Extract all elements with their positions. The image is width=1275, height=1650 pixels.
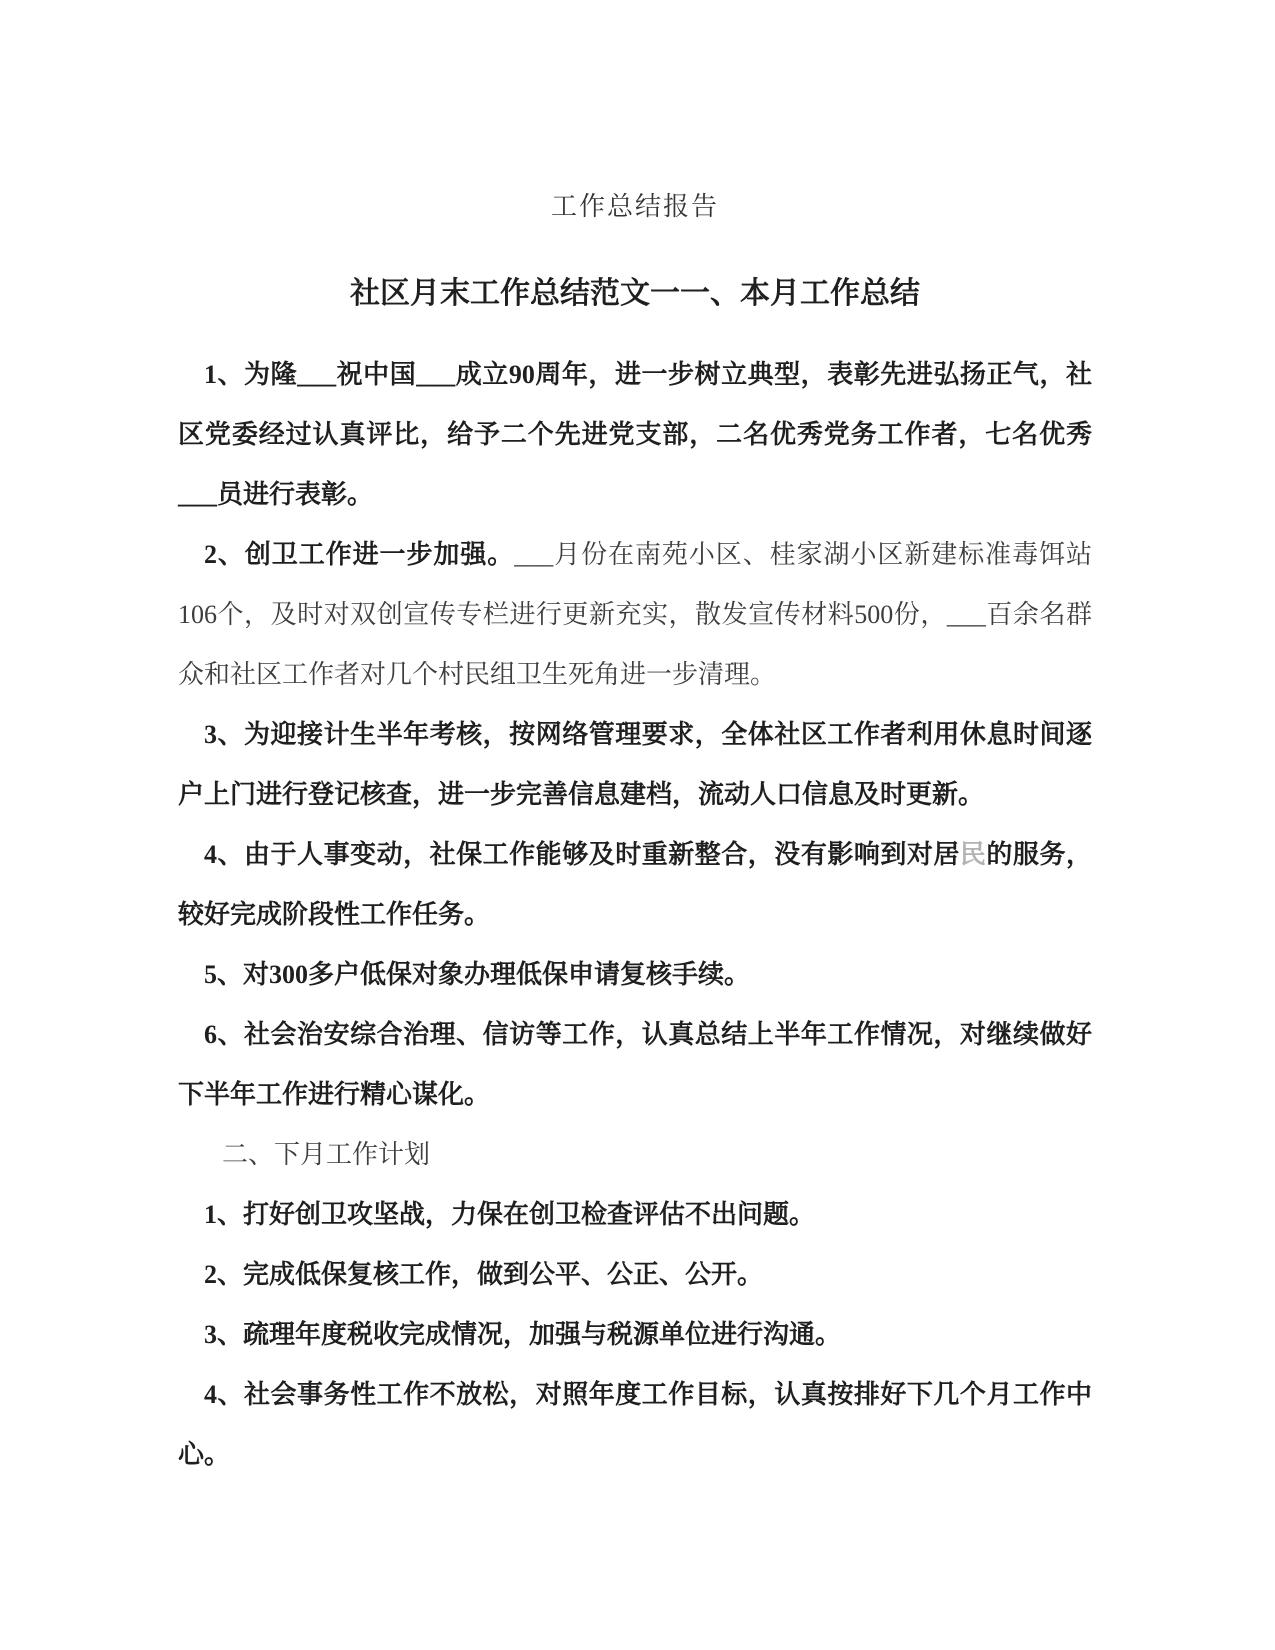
- document-subtitle: 社区月末工作总结范文一一、本月工作总结: [350, 277, 920, 310]
- paragraph-4: [178, 825, 1092, 945]
- text-segment: 3、疏理年度税收完成情况，加强与税源单位进行沟通。: [204, 1320, 842, 1349]
- text-segment: 二、下月工作计划: [222, 1140, 431, 1169]
- text-segment: 1、打好创卫攻坚战，力保在创卫检查评估不出问题。: [204, 1200, 816, 1229]
- paragraph-8: [178, 1185, 1092, 1245]
- text-segment: 4、由于人事变动，社保工作能够及时重新整合，没有影响到对居: [204, 840, 960, 869]
- text-segment: 1、为隆___祝中国___成立90周年，进一步树立典型，表彰先进弘扬正气，社区党委经过认真评比，给予二个先进党支部，二名优秀党务工作者，七名优秀___员进行表彰。: [178, 360, 1092, 509]
- text-segment: 2、创卫工作进一步加强。: [204, 540, 515, 569]
- text-segment: 的服务，较好完成阶段性工作任务。: [178, 840, 1092, 929]
- paragraph-7: [178, 1125, 1092, 1185]
- document-title: 工作总结报告: [550, 192, 719, 221]
- text-segment: 民: [959, 840, 987, 869]
- text-segment: ___月份在南苑小区、桂家湖小区新建标准毒饵站106个，及时对双创宣传专栏进行更新充实，散发宣传材料500份，___百余名群众和社区工作者对几个村民组卫生死角进一步清理。: [178, 540, 1092, 689]
- paragraph-10: [178, 1305, 1092, 1365]
- paragraph-5: [178, 945, 1092, 1005]
- paragraph-3: [178, 705, 1092, 825]
- paragraph-6: [178, 1005, 1092, 1125]
- document-body: [178, 345, 1092, 1485]
- text-segment: 4、社会事务性工作不放松，对照年度工作目标，认真按排好下几个月工作中心。: [178, 1380, 1092, 1469]
- text-segment: 6、社会治安综合治理、信访等工作，认真总结上半年工作情况，对继续做好下半年工作进行精心谋化。: [178, 1020, 1092, 1109]
- text-segment: 5、对300多户低保对象办理低保申请复核手续。: [204, 960, 751, 989]
- paragraph-2: [178, 525, 1092, 705]
- text-segment: 3、为迎接计生半年考核，按网络管理要求，全体社区工作者利用休息时间逐户上门进行登记核查，进一步完善信息建档，流动人口信息及时更新。: [178, 720, 1092, 809]
- paragraph-9: [178, 1245, 1092, 1305]
- text-segment: 2、完成低保复核工作，做到公平、公正、公开。: [204, 1260, 764, 1289]
- paragraph-1: [178, 345, 1092, 525]
- paragraph-11: [178, 1365, 1092, 1485]
